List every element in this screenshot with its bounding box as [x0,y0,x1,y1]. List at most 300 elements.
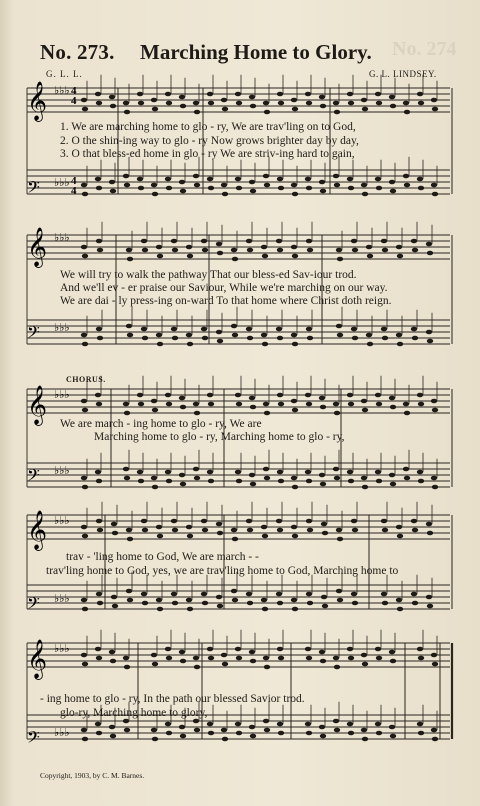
note-head [165,177,171,182]
note-head [263,467,269,472]
note-head [321,522,327,527]
note-head [348,479,354,484]
note-head [389,396,395,401]
note-head [112,531,118,536]
note-head [157,534,163,539]
note-head [432,192,438,197]
treble-clef-icon: 𝄞 [27,385,48,425]
bass-clef-icon: 𝄢 [27,727,40,751]
note-head [207,177,213,182]
verse-line-2: And we'll ev - er praise our Saviour, While we're marching on our way. [60,282,388,294]
lyricist-credit: G. L. L. [46,69,83,79]
note-head [151,183,157,188]
note-head [381,239,387,244]
note-head [216,595,222,600]
note-head [390,189,396,194]
note-head [96,327,102,332]
note-head [207,722,213,727]
bass-clef-icon: 𝄢 [27,593,40,617]
note-head [82,534,88,539]
note-head [81,399,87,404]
svg-text:♭♭♭: ♭♭♭ [54,592,70,605]
note-head [351,519,357,524]
note-head [109,725,115,730]
note-head [277,528,283,533]
note-head [194,665,200,670]
note-head [347,92,353,97]
note-head [382,601,388,606]
note-head [235,647,241,652]
note-head [431,728,437,733]
note-head [109,180,115,185]
note-head [186,333,192,338]
note-head [307,601,313,606]
note-head [165,393,171,398]
note-head [352,601,358,606]
note-head [171,239,177,244]
verse-line-2: 2. O the shin-ing way to glo - ry Now grows brighter day by day, [60,135,359,147]
note-head [124,728,130,733]
note-head [389,180,395,185]
note-head [427,604,433,609]
note-head [179,650,185,655]
note-head [278,186,284,191]
note-head [124,110,130,115]
note-head [278,656,284,661]
note-head [126,248,132,253]
note-head [333,467,339,472]
note-head [418,656,424,661]
note-head [347,393,353,398]
note-head [124,476,130,481]
note-head [277,722,283,727]
note-head [417,92,423,97]
note-head [221,98,227,103]
note-head [171,327,177,332]
note-head [97,336,103,341]
note-head [403,101,409,106]
note-head [95,393,101,398]
note-head [382,528,388,533]
note-head [362,737,368,742]
note-head [382,336,388,341]
note-head [232,257,238,262]
note-head [404,411,410,416]
note-head [193,656,199,661]
note-head [166,186,172,191]
note-head [292,342,298,347]
note-head [156,333,162,338]
note-head [376,101,382,106]
note-head [193,101,199,106]
note-head [291,183,297,188]
note-head [417,722,423,727]
note-head [348,186,354,191]
note-head [201,239,207,244]
note-head [179,180,185,185]
note-head [137,92,143,97]
note-head [432,408,438,413]
note-head [235,177,241,182]
note-head [222,737,228,742]
note-head [96,731,102,736]
note-head [262,342,268,347]
chorus-lyric-lower: trav'ling home to God, yes, we are trav'ling home to God, Marching home to [46,565,399,577]
note-head [137,470,143,475]
note-head [347,647,353,652]
svg-text:♭♭♭: ♭♭♭ [54,464,70,477]
note-head [322,531,328,536]
note-head [111,522,117,527]
note-head [390,104,396,109]
note-head [264,110,270,115]
note-head [96,402,102,407]
note-head [202,336,208,341]
note-head [321,595,327,600]
note-head [278,479,284,484]
svg-text:♭♭♭: ♭♭♭ [54,84,70,97]
note-head [217,339,223,344]
note-head [250,189,256,194]
note-head [352,248,358,253]
note-head [123,719,129,724]
svg-text:♭♭♭: ♭♭♭ [54,388,70,401]
note-head [138,402,144,407]
treble-clef-icon: 𝄞 [27,227,48,267]
note-head [81,525,87,530]
note-head [97,248,103,253]
note-head [320,734,326,739]
note-head [236,479,242,484]
note-head [95,177,101,182]
note-head [334,110,340,115]
note-head [151,653,157,658]
note-head [186,525,192,530]
svg-text:4: 4 [71,95,77,107]
note-head [152,408,158,413]
note-head [263,101,269,106]
note-head [152,192,158,197]
note-head [291,245,297,250]
note-head [390,405,396,410]
note-head [96,479,102,484]
note-head [347,470,353,475]
note-head [249,95,255,100]
note-head [375,647,381,652]
verse-line-1: 1. We are marching home to glo - ry, We are trav'ling on to God, [60,121,356,133]
note-head [397,342,403,347]
note-head [291,399,297,404]
verse-line-3: 3. O that bless-ed home in glo - ry We are striv-ing hard to gain, [60,148,355,160]
note-head [81,245,87,250]
note-head [82,342,88,347]
note-head [417,470,423,475]
note-head [95,647,101,652]
note-head [157,607,163,612]
note-head [97,528,103,533]
note-head [390,482,396,487]
note-head [397,607,403,612]
note-head [81,653,87,658]
note-head [292,485,298,490]
note-head [247,601,253,606]
note-head [166,101,172,106]
note-head [264,476,270,481]
note-head [348,402,354,407]
note-head [194,728,200,733]
note-head [126,324,132,329]
note-head [333,174,339,179]
note-head [151,98,157,103]
note-head [348,656,354,661]
treble-clef-icon: 𝄞 [27,81,48,121]
note-head [166,731,172,736]
note-head [334,665,340,670]
note-head [291,525,297,530]
note-head [264,665,270,670]
note-head [127,333,133,338]
note-head [96,101,102,106]
note-head [292,607,298,612]
note-head [138,101,144,106]
note-head [404,476,410,481]
note-head [336,589,342,594]
note-head [208,402,214,407]
note-head [236,101,242,106]
note-head [152,662,158,667]
note-head [412,336,418,341]
note-head [262,254,268,259]
svg-text:4: 4 [71,175,77,187]
note-head [278,731,284,736]
note-head [81,183,87,188]
note-head [141,592,147,597]
note-head [375,722,381,727]
note-head [261,333,267,338]
note-head [396,245,402,250]
note-head [376,479,382,484]
note-head [389,473,395,478]
note-head [376,402,382,407]
note-head [426,595,432,600]
verse-line-3: We are dai - ly press-ing on-ward To that home where Christ doth reign. [60,295,392,307]
note-head [397,534,403,539]
note-head [263,719,269,724]
note-head [110,104,116,109]
note-head [431,476,437,481]
note-head [249,396,255,401]
note-head [142,601,148,606]
note-head [264,411,270,416]
note-head [156,598,162,603]
note-head [307,248,313,253]
note-head [432,485,438,490]
note-head [127,598,133,603]
note-head [142,528,148,533]
note-head [201,327,207,332]
note-head [306,656,312,661]
note-head [123,174,129,179]
treble-clef-icon: 𝄞 [27,639,48,679]
note-head [361,183,367,188]
note-head [180,659,186,664]
note-head [411,327,417,332]
note-head [187,607,193,612]
note-head [112,604,118,609]
note-head [381,327,387,332]
note-head [194,183,200,188]
note-head [126,528,132,533]
note-head [412,248,418,253]
note-head [193,719,199,724]
note-head [382,248,388,253]
note-head [207,470,213,475]
note-head [138,186,144,191]
note-head [418,479,424,484]
note-head [81,476,87,481]
note-head [216,242,222,247]
note-head [110,734,116,739]
note-head [352,336,358,341]
note-head [351,592,357,597]
chorus-lyric-lower: glo-ry, Marching home to glory, [60,707,208,719]
note-head [390,659,396,664]
note-head [278,402,284,407]
note-head [202,248,208,253]
note-head [124,665,130,670]
note-head [110,189,116,194]
note-head [217,531,223,536]
note-head [375,92,381,97]
note-head [427,531,433,536]
note-head [262,607,268,612]
note-head [231,528,237,533]
note-head [336,248,342,253]
note-head [235,722,241,727]
note-head [151,399,157,404]
note-head [82,607,88,612]
note-head [417,177,423,182]
note-head [277,647,283,652]
note-head [217,604,223,609]
note-head [180,482,186,487]
note-head [165,722,171,727]
svg-text:♭♭♭: ♭♭♭ [54,176,70,189]
note-head [222,107,228,112]
note-head [235,470,241,475]
note-head [361,98,367,103]
note-head [381,519,387,524]
note-head [431,183,437,188]
note-head [208,186,214,191]
note-head [336,528,342,533]
note-head [156,525,162,530]
note-head [81,333,87,338]
note-head [264,728,270,733]
note-head [276,519,282,524]
note-head [432,107,438,112]
note-head [291,476,297,481]
note-head [305,470,311,475]
note-head [231,589,237,594]
note-head [361,728,367,733]
note-head [403,467,409,472]
chorus-lyric-upper: - ing home to glo - ry, In the path our blessed Savior trod. [40,693,305,705]
note-head [236,402,242,407]
note-head [152,737,158,742]
note-head [202,528,208,533]
note-head [123,402,129,407]
note-head [171,519,177,524]
note-head [202,601,208,606]
note-head [82,485,88,490]
note-head [236,656,242,661]
note-head [221,183,227,188]
note-head [411,239,417,244]
note-head [412,528,418,533]
note-head [236,186,242,191]
svg-text:4: 4 [71,85,77,97]
note-head [180,189,186,194]
note-head [124,411,130,416]
note-head [246,592,252,597]
svg-text:♭♭♭: ♭♭♭ [54,642,70,655]
note-head [292,107,298,112]
note-head [319,95,325,100]
note-head [123,656,129,661]
note-head [276,239,282,244]
note-head [262,534,268,539]
note-head [263,402,269,407]
note-head [320,482,326,487]
chorus-label: CHORUS. [66,375,106,384]
note-head [172,601,178,606]
note-head [334,411,340,416]
note-head [81,728,87,733]
note-head [179,396,185,401]
note-head [172,528,178,533]
note-head [187,534,193,539]
note-head [306,101,312,106]
note-head [432,737,438,742]
note-head [141,239,147,244]
note-head [337,598,343,603]
note-head [276,592,282,597]
note-head [322,604,328,609]
note-head [292,254,298,259]
note-head [292,534,298,539]
note-head [216,330,222,335]
note-head [236,731,242,736]
note-head [97,601,103,606]
note-head [366,333,372,338]
note-head [336,324,342,329]
note-head [250,482,256,487]
verse-line-1: We will try to walk the pathway That our bless-ed Sav-iour trod. [60,269,357,281]
note-head [156,245,162,250]
note-head [127,537,133,542]
note-head [166,479,172,484]
note-head [208,479,214,484]
note-head [222,192,228,197]
note-head [277,92,283,97]
note-head [426,522,432,527]
note-head [187,254,193,259]
note-head [157,342,163,347]
note-head [305,393,311,398]
note-head [307,528,313,533]
note-head [261,525,267,530]
